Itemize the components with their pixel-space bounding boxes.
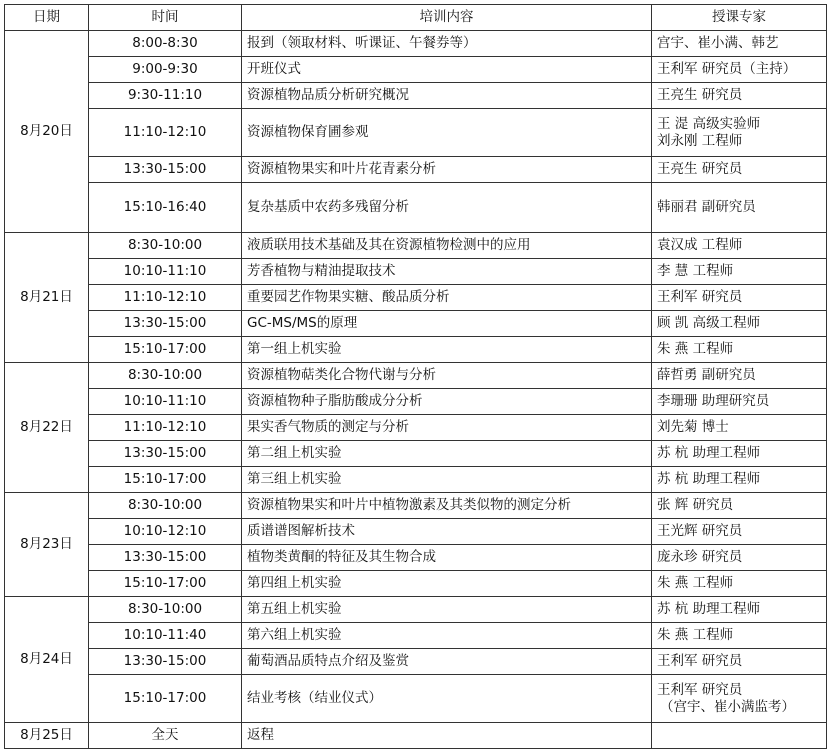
- date-cell: 8月20日: [5, 31, 89, 233]
- schedule-row: [5, 571, 827, 597]
- schedule-row: [5, 545, 827, 571]
- expert-line: 苏 杭 助理工程师: [657, 471, 761, 487]
- expert-cell: [652, 493, 827, 519]
- time-cell: 13:30-15:00: [89, 545, 242, 571]
- content-cell: 第六组上机实验: [242, 623, 652, 649]
- expert-cell: [652, 649, 827, 675]
- expert-line: 朱 燕 工程师: [657, 575, 734, 591]
- schedule-row: [5, 337, 827, 363]
- expert-cell: [652, 183, 827, 233]
- time-cell: 11:10-12:10: [89, 285, 242, 311]
- expert-line: 韩丽君 副研究员: [657, 199, 756, 215]
- schedule-row: [5, 493, 827, 519]
- time-cell: 15:10-16:40: [89, 183, 242, 233]
- training-schedule-table: [4, 4, 827, 749]
- content-cell: 资源植物果实和叶片中植物激素及其类似物的测定分析: [242, 493, 652, 519]
- schedule-row: [5, 519, 827, 545]
- schedule-row: [5, 31, 827, 57]
- expert-line: 苏 杭 助理工程师: [657, 445, 761, 461]
- expert-cell: [652, 57, 827, 83]
- content-cell: 资源植物保育圃参观: [242, 109, 652, 157]
- expert-cell: [652, 571, 827, 597]
- expert-cell: [652, 363, 827, 389]
- time-cell: 全天: [89, 723, 242, 749]
- schedule-row: [5, 623, 827, 649]
- schedule-row: [5, 415, 827, 441]
- schedule-row: [5, 597, 827, 623]
- content-cell: 液质联用技术基础及其在资源植物检测中的应用: [242, 233, 652, 259]
- time-cell: 11:10-12:10: [89, 109, 242, 157]
- time-cell: 11:10-12:10: [89, 415, 242, 441]
- content-cell: 返程: [242, 723, 652, 749]
- expert-line: 李 慧 工程师: [657, 263, 734, 279]
- content-cell: 芳香植物与精油提取技术: [242, 259, 652, 285]
- header-time: 时间: [89, 5, 242, 31]
- expert-cell: [652, 83, 827, 109]
- content-cell: 结业考核（结业仪式）: [242, 675, 652, 723]
- expert-line: 王亮生 研究员: [657, 87, 743, 103]
- schedule-row: [5, 363, 827, 389]
- content-cell: 第二组上机实验: [242, 441, 652, 467]
- content-cell: 质谱谱图解析技术: [242, 519, 652, 545]
- content-cell: 开班仪式: [242, 57, 652, 83]
- time-cell: 10:10-11:10: [89, 259, 242, 285]
- expert-cell: [652, 519, 827, 545]
- content-cell: 植物类黄酮的特征及其生物合成: [242, 545, 652, 571]
- expert-cell: [652, 285, 827, 311]
- schedule-row: [5, 109, 827, 157]
- schedule-row: [5, 285, 827, 311]
- time-cell: 8:30-10:00: [89, 363, 242, 389]
- expert-cell: [652, 157, 827, 183]
- expert-line: 王利军 研究员: [657, 653, 743, 669]
- expert-cell: [652, 337, 827, 363]
- time-cell: 13:30-15:00: [89, 311, 242, 337]
- schedule-row: [5, 83, 827, 109]
- content-cell: 第五组上机实验: [242, 597, 652, 623]
- time-cell: 9:00-9:30: [89, 57, 242, 83]
- time-cell: 8:30-10:00: [89, 493, 242, 519]
- schedule-row: [5, 57, 827, 83]
- expert-cell: [652, 389, 827, 415]
- content-cell: 第一组上机实验: [242, 337, 652, 363]
- time-cell: 15:10-17:00: [89, 337, 242, 363]
- expert-line: 薛哲勇 副研究员: [657, 367, 756, 383]
- time-cell: 9:30-11:10: [89, 83, 242, 109]
- schedule-body: [5, 31, 827, 749]
- expert-line: 庞永珍 研究员: [657, 549, 743, 565]
- expert-line: 王利军 研究员: [657, 289, 743, 305]
- schedule-row: [5, 389, 827, 415]
- content-cell: 第三组上机实验: [242, 467, 652, 493]
- expert-line: 王 湜 高级实验师: [657, 115, 761, 132]
- expert-line: 张 辉 研究员: [657, 497, 734, 513]
- schedule-row: [5, 467, 827, 493]
- time-cell: 8:00-8:30: [89, 31, 242, 57]
- expert-line: 王光辉 研究员: [657, 523, 743, 539]
- schedule-row: [5, 723, 827, 749]
- date-cell: 8月22日: [5, 363, 89, 493]
- expert-line: 王亮生 研究员: [657, 161, 743, 177]
- expert-line: 王利军 研究员: [657, 681, 743, 698]
- header-date: 日期: [5, 5, 89, 31]
- date-cell: 8月24日: [5, 597, 89, 723]
- expert-cell: [652, 311, 827, 337]
- schedule-row: [5, 649, 827, 675]
- schedule-row: [5, 441, 827, 467]
- header-content: 培训内容: [242, 5, 652, 31]
- expert-cell: [652, 623, 827, 649]
- expert-cell: [652, 31, 827, 57]
- schedule-row: [5, 183, 827, 233]
- expert-line: 袁汉成 工程师: [657, 237, 743, 253]
- time-cell: 10:10-11:10: [89, 389, 242, 415]
- time-cell: 13:30-15:00: [89, 157, 242, 183]
- expert-cell: [652, 597, 827, 623]
- expert-line: 刘永刚 工程师: [657, 132, 743, 149]
- header-row: [5, 5, 827, 31]
- content-cell: 资源植物果实和叶片花青素分析: [242, 157, 652, 183]
- time-cell: 13:30-15:00: [89, 649, 242, 675]
- expert-line: 顾 凯 高级工程师: [657, 315, 761, 331]
- expert-line: 朱 燕 工程师: [657, 627, 734, 643]
- expert-line: 刘先菊 博士: [657, 419, 729, 435]
- content-cell: 葡萄酒品质特点介绍及鉴赏: [242, 649, 652, 675]
- expert-cell: [652, 441, 827, 467]
- time-cell: 10:10-12:10: [89, 519, 242, 545]
- time-cell: 15:10-17:00: [89, 467, 242, 493]
- date-cell: 8月23日: [5, 493, 89, 597]
- date-cell: 8月25日: [5, 723, 89, 749]
- time-cell: 8:30-10:00: [89, 233, 242, 259]
- expert-cell: [652, 109, 827, 157]
- expert-cell: [652, 545, 827, 571]
- content-cell: 第四组上机实验: [242, 571, 652, 597]
- content-cell: 果实香气物质的测定与分析: [242, 415, 652, 441]
- expert-line: 王利军 研究员（主持）: [657, 61, 797, 77]
- content-cell: 资源植物品质分析研究概况: [242, 83, 652, 109]
- content-cell: 资源植物种子脂肪酸成分分析: [242, 389, 652, 415]
- schedule-row: [5, 311, 827, 337]
- schedule-row: [5, 233, 827, 259]
- time-cell: 8:30-10:00: [89, 597, 242, 623]
- expert-line: 苏 杭 助理工程师: [657, 601, 761, 617]
- expert-cell: [652, 675, 827, 723]
- expert-line: （宫宇、崔小满监考）: [660, 698, 795, 715]
- content-cell: 复杂基质中农药多残留分析: [242, 183, 652, 233]
- schedule-row: [5, 675, 827, 723]
- schedule-row: [5, 259, 827, 285]
- content-cell: 资源植物萜类化合物代谢与分析: [242, 363, 652, 389]
- content-cell: 重要园艺作物果实糖、酸品质分析: [242, 285, 652, 311]
- header-expert: 授课专家: [652, 5, 827, 31]
- time-cell: 15:10-17:00: [89, 675, 242, 723]
- date-cell: 8月21日: [5, 233, 89, 363]
- time-cell: 13:30-15:00: [89, 441, 242, 467]
- time-cell: 15:10-17:00: [89, 571, 242, 597]
- content-cell: 报到（领取材料、听课证、午餐券等）: [242, 31, 652, 57]
- time-cell: 10:10-11:40: [89, 623, 242, 649]
- expert-cell: [652, 233, 827, 259]
- expert-line: 李珊珊 助理研究员: [657, 393, 770, 409]
- expert-cell: [652, 467, 827, 493]
- expert-line: 宫宇、崔小满、韩艺: [657, 35, 779, 51]
- expert-cell: [652, 259, 827, 285]
- schedule-row: [5, 157, 827, 183]
- content-cell: GC-MS/MS的原理: [242, 311, 652, 337]
- expert-line: 朱 燕 工程师: [657, 341, 734, 357]
- expert-cell: [652, 415, 827, 441]
- expert-cell: [652, 723, 827, 749]
